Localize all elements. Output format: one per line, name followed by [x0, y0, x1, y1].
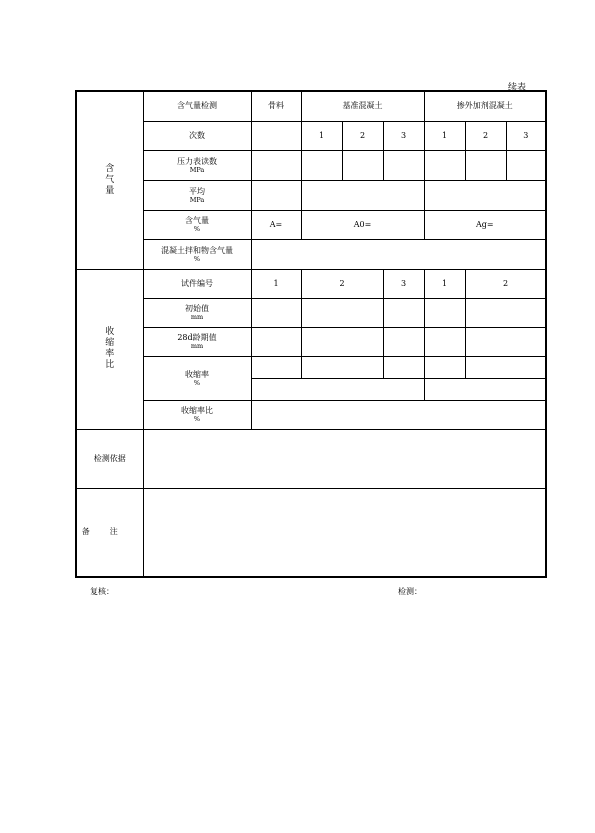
- shrink-ratio-cell[interactable]: [251, 400, 546, 429]
- ref-concrete-header: 基准混凝土: [301, 91, 424, 121]
- trial-number: 3: [506, 121, 546, 150]
- remarks-cell[interactable]: [143, 488, 546, 577]
- specimen-number: 3: [383, 269, 424, 298]
- shrink-rate-cell[interactable]: [251, 356, 301, 378]
- continued-label: 续表: [508, 83, 527, 93]
- average-cell[interactable]: [301, 180, 424, 210]
- air-group-label: 含气量: [76, 91, 143, 269]
- day28-cell[interactable]: [465, 327, 546, 356]
- aggregate-header: 骨料: [251, 91, 301, 121]
- specimen-label: 试件编号: [143, 269, 251, 298]
- ag-value-cell[interactable]: Ag=: [424, 210, 546, 239]
- shrink-rate-cell[interactable]: [301, 356, 383, 378]
- trial-number: 2: [465, 121, 506, 150]
- pressure-cell[interactable]: [424, 150, 465, 180]
- shrink-rate-cell[interactable]: [424, 356, 465, 378]
- day28-cell[interactable]: [251, 327, 301, 356]
- basis-cell[interactable]: [143, 429, 546, 488]
- shrink-ratio-label: 收缩率比 %: [143, 400, 251, 429]
- initial-cell[interactable]: [465, 298, 546, 327]
- pressure-label: 压力表读数 MPa: [143, 150, 251, 180]
- mix-air-content-cell[interactable]: [251, 239, 546, 269]
- shrink-group-label: 收缩率比: [76, 269, 143, 429]
- initial-label: 初始值 mm: [143, 298, 251, 327]
- remarks-label: 备注: [76, 488, 143, 577]
- initial-cell[interactable]: [424, 298, 465, 327]
- initial-cell[interactable]: [301, 298, 383, 327]
- trial-number: 3: [383, 121, 424, 150]
- shrink-rate-label: 收缩率 %: [143, 356, 251, 400]
- air-content-label: 含气量 %: [143, 210, 251, 239]
- pressure-cell[interactable]: [251, 150, 301, 180]
- test-record-table: [75, 90, 547, 578]
- trial-number: 1: [424, 121, 465, 150]
- specimen-number: 2: [301, 269, 383, 298]
- a0-value-cell[interactable]: A0=: [301, 210, 424, 239]
- aggregate-trial-cell[interactable]: [251, 121, 301, 150]
- shrink-rate-avg-cell[interactable]: [251, 378, 424, 400]
- pressure-cell[interactable]: [301, 150, 342, 180]
- admix-concrete-header: 掺外加剂混凝土: [424, 91, 546, 121]
- tester-label: 检测：: [398, 587, 422, 596]
- shrink-rate-cell[interactable]: [465, 356, 546, 378]
- initial-cell[interactable]: [383, 298, 424, 327]
- trial-number: 1: [301, 121, 342, 150]
- average-label: 平均 MPa: [143, 180, 251, 210]
- review-label: 复核：: [90, 587, 114, 596]
- average-cell[interactable]: [251, 180, 301, 210]
- trial-number: 2: [342, 121, 383, 150]
- trials-label: 次数: [143, 121, 251, 150]
- mix-air-content-label: 混凝土拌和物含气量 %: [143, 239, 251, 269]
- day28-cell[interactable]: [424, 327, 465, 356]
- a-value-cell[interactable]: A=: [251, 210, 301, 239]
- specimen-number: 1: [251, 269, 301, 298]
- day28-cell[interactable]: [301, 327, 383, 356]
- shrink-rate-avg-cell[interactable]: [424, 378, 546, 400]
- pressure-cell[interactable]: [383, 150, 424, 180]
- air-test-label: 含气量检测: [143, 91, 251, 121]
- initial-cell[interactable]: [251, 298, 301, 327]
- day28-label: 28d龄期值 mm: [143, 327, 251, 356]
- pressure-cell[interactable]: [342, 150, 383, 180]
- basis-label: 检测依据: [76, 429, 143, 488]
- average-cell[interactable]: [424, 180, 546, 210]
- specimen-number: 2: [465, 269, 546, 298]
- pressure-cell[interactable]: [506, 150, 546, 180]
- specimen-number: 1: [424, 269, 465, 298]
- shrink-rate-cell[interactable]: [383, 356, 424, 378]
- pressure-cell[interactable]: [465, 150, 506, 180]
- day28-cell[interactable]: [383, 327, 424, 356]
